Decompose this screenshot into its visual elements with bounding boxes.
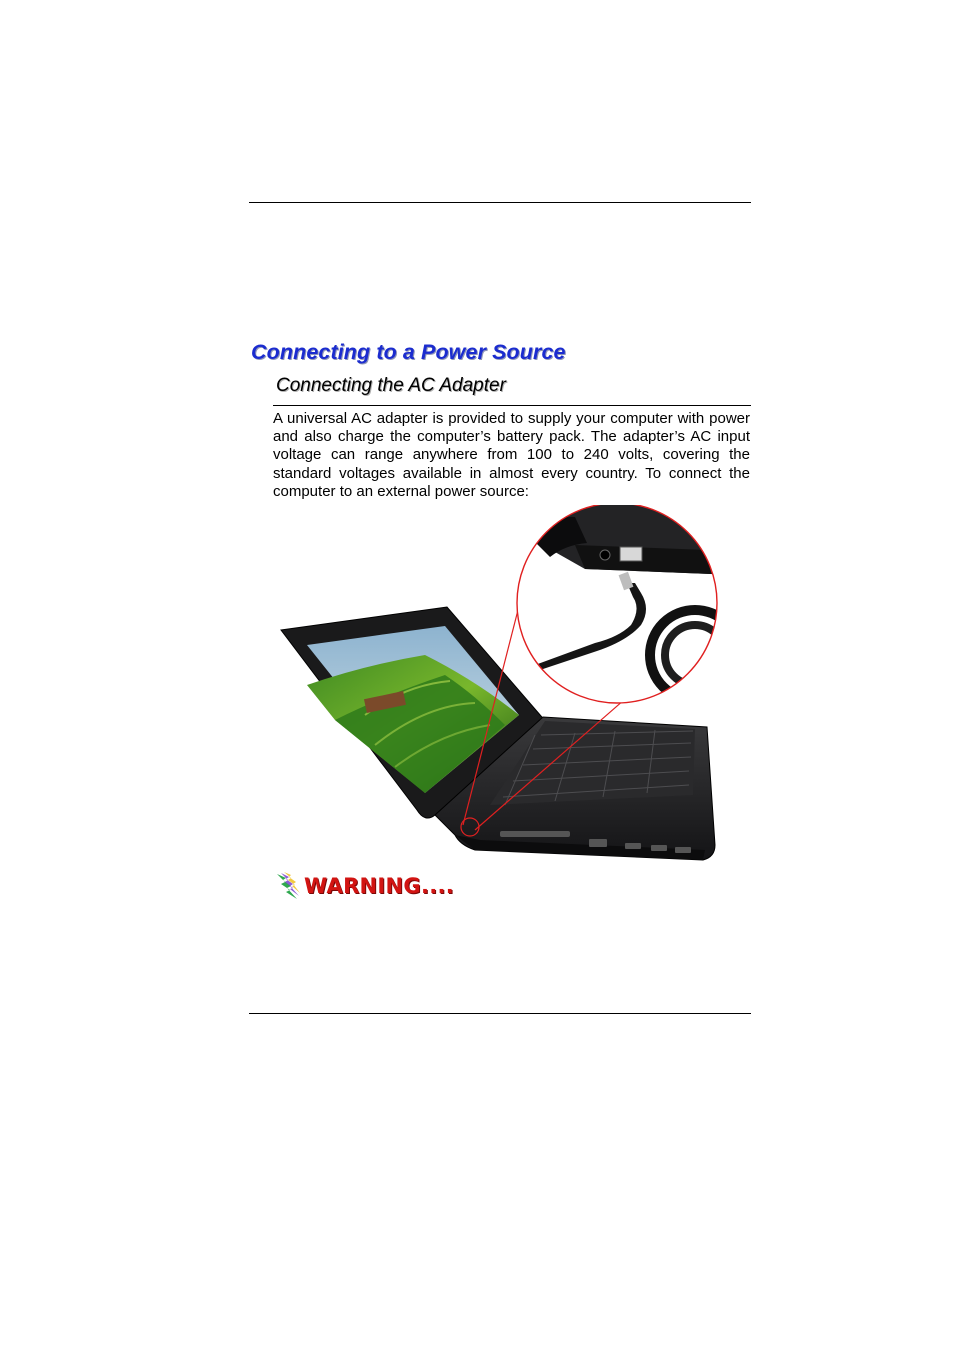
header-rule [249,202,751,203]
warning-lightning-icon [275,872,301,900]
subsection-title: Connecting the AC Adapter [276,375,506,396]
warning-label: WARNING.... [304,874,455,898]
laptop-ac-adapter-figure [275,505,725,870]
warning-heading [275,872,454,900]
body-paragraph: A universal AC adapter is provided to supply your computer with power and also charge the computer’s battery pack. The adapter’s AC input voltage can range anywhere from 100 to 240 volts, covering the standard voltages available in almost every country. To connect the computer to an external power source: [273,410,750,500]
section-title: Connecting to a Power Source [251,340,566,364]
subsection-rule [273,405,751,406]
zoom-inset [517,505,725,703]
footer-rule [249,1013,751,1014]
